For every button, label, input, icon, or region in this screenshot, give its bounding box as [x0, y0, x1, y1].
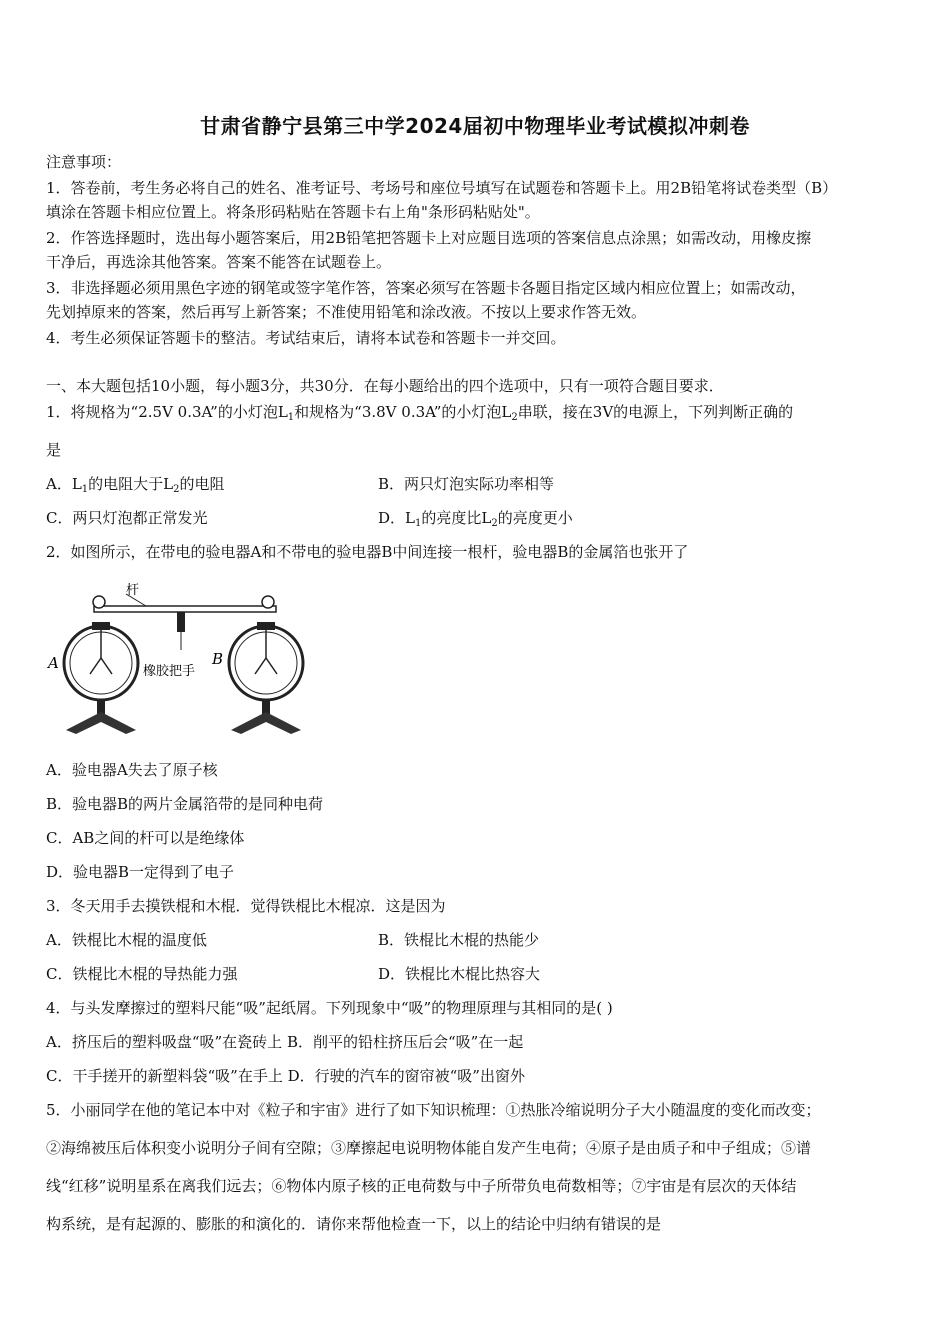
subscript: 1 — [287, 412, 295, 423]
left-base — [66, 712, 136, 734]
q1-text: 和规格为“3.8V 0.3A”的小灯泡L — [294, 403, 512, 421]
q2-option-a: A．验电器A失去了原子核 — [46, 761, 218, 779]
label-a: A — [48, 654, 59, 672]
label-b: B — [212, 650, 224, 668]
q2-option-c: C．AB之间的杆可以是绝缘体 — [46, 829, 245, 847]
left-stopper — [92, 622, 110, 630]
q1-text: 串联，接在3V的电源上，下列判断正确的 — [517, 403, 794, 421]
notice-line: 先划掉原来的答案，然后再写上新答案；不准使用铅笔和涂改液。不按以上要求作答无效。 — [46, 303, 647, 321]
q1-option-b: B．两只灯泡实际功率相等 — [378, 475, 555, 493]
subscript: 2 — [511, 412, 518, 423]
subscript: 2 — [173, 484, 180, 495]
q3-option-b: B．铁棍比木棍的热能少 — [378, 931, 540, 949]
option-text: A．L — [46, 475, 82, 493]
question-1-stem — [46, 402, 793, 428]
rubber-handle — [177, 612, 185, 632]
q1-option-d — [378, 508, 573, 534]
notice-line: 1．答卷前，考生务必将自己的姓名、准考证号、考场号和座位号填写在试题卷和答题卡上。用2B铅笔将试卷类型（B） — [46, 179, 838, 197]
question-4-stem: 4．与头发摩擦过的塑料尺能“吸”起纸屑。下列现象中“吸”的物理原理与其相同的是( ) — [46, 999, 613, 1017]
left-knob — [93, 596, 105, 608]
question-3-stem: 3．冬天用手去摸铁棍和木棍．觉得铁棍比木棍凉．这是因为 — [46, 897, 446, 915]
question-5-line: 线“红移”说明星系在离我们远去；⑥物体内原子核的正电荷数与中子所带负电荷数相等；⑦宇宙是有层次的天体结 — [46, 1177, 797, 1195]
question-5-line: 构系统，是有起源的、膨胀的和演化的．请你来帮他检查一下，以上的结论中归纳有错误的是 — [46, 1215, 662, 1233]
right-knob — [262, 596, 274, 608]
q3-option-d: D．铁棍比木棍比热容大 — [378, 965, 541, 983]
q4-options-ab: A．挤压后的塑料吸盘“吸”在瓷砖上 B．削平的铅柱挤压后会“吸”在一起 — [46, 1033, 524, 1051]
notice-line: 3．非选择题必须用黑色字迹的钢笔或签字笔作答，答案必须写在答题卡各题目指定区域内相应位置上；如需改动， — [46, 279, 806, 297]
handle-label: 橡胶把手 — [143, 664, 196, 679]
question-2-stem: 2．如图所示，在带电的验电器A和不带电的验电器B中间连接一根杆，验电器B的金属箔也张开了 — [46, 543, 689, 561]
q3-option-c: C．铁棍比木棍的导热能力强 — [46, 965, 238, 983]
section-heading: 一、本大题包括10小题，每小题3分，共30分．在每小题给出的四个选项中，只有一项符合题目要求． — [46, 377, 724, 395]
q3-option-a: A．铁棍比木棍的温度低 — [46, 931, 207, 949]
subscript: 2 — [491, 518, 498, 529]
connecting-rod — [94, 606, 276, 612]
rod-label: 杆 — [126, 583, 140, 598]
option-text: 的亮度比L — [421, 509, 492, 527]
right-stopper — [257, 622, 275, 630]
q1-text: 1．将规格为“2.5V 0.3A”的小灯泡L — [46, 403, 288, 421]
option-text: 的亮度更小 — [497, 509, 573, 527]
question-5-line: 5．小丽同学在他的笔记本中对《粒子和宇宙》进行了如下知识梳理：①热胀冷缩说明分子大小随温度的变化而改变； — [46, 1101, 821, 1119]
q2-option-d: D．验电器B一定得到了电子 — [46, 863, 235, 881]
right-base — [231, 712, 301, 734]
exam-title: 甘肃省静宁县第三中学2024届初中物理毕业考试模拟冲刺卷 — [200, 114, 750, 138]
option-text: 的电阻大于L — [88, 475, 174, 493]
q2-option-b: B．验电器B的两片金属箔带的是同种电荷 — [46, 795, 324, 813]
q1-option-a — [46, 474, 225, 500]
notice-line: 2．作答选择题时，选出每小题答案后，用2B铅笔把答题卡上对应题目选项的答案信息点涂黑；如需改动，用橡皮擦 — [46, 229, 812, 247]
q1-option-c: C．两只灯泡都正常发光 — [46, 509, 208, 527]
notice-heading: 注意事项： — [46, 153, 122, 171]
subscript: 1 — [81, 484, 89, 495]
notice-line: 4．考生必须保证答题卡的整洁。考试结束后，请将本试卷和答题卡一并交回。 — [46, 329, 566, 347]
q4-options-cd: C．干手搓开的新塑料袋“吸”在手上 D．行驶的汽车的窗帘被“吸”出窗外 — [46, 1067, 525, 1085]
question-1-stem-cont: 是 — [46, 441, 62, 459]
option-text: D．L — [378, 509, 415, 527]
electroscope-figure — [46, 578, 308, 738]
notice-line: 填涂在答题卡相应位置上。将条形码粘贴在答题卡右上角"条形码粘贴处"。 — [46, 203, 540, 221]
notice-line: 干净后，再选涂其他答案。答案不能答在试题卷上。 — [46, 253, 392, 271]
subscript: 1 — [415, 518, 422, 529]
option-text: 的电阻 — [179, 475, 225, 493]
question-5-line: ②海绵被压后体积变小说明分子间有空隙；③摩擦起电说明物体能自发产生电荷；④原子是由质子和中子组成；⑤谱 — [46, 1139, 812, 1157]
